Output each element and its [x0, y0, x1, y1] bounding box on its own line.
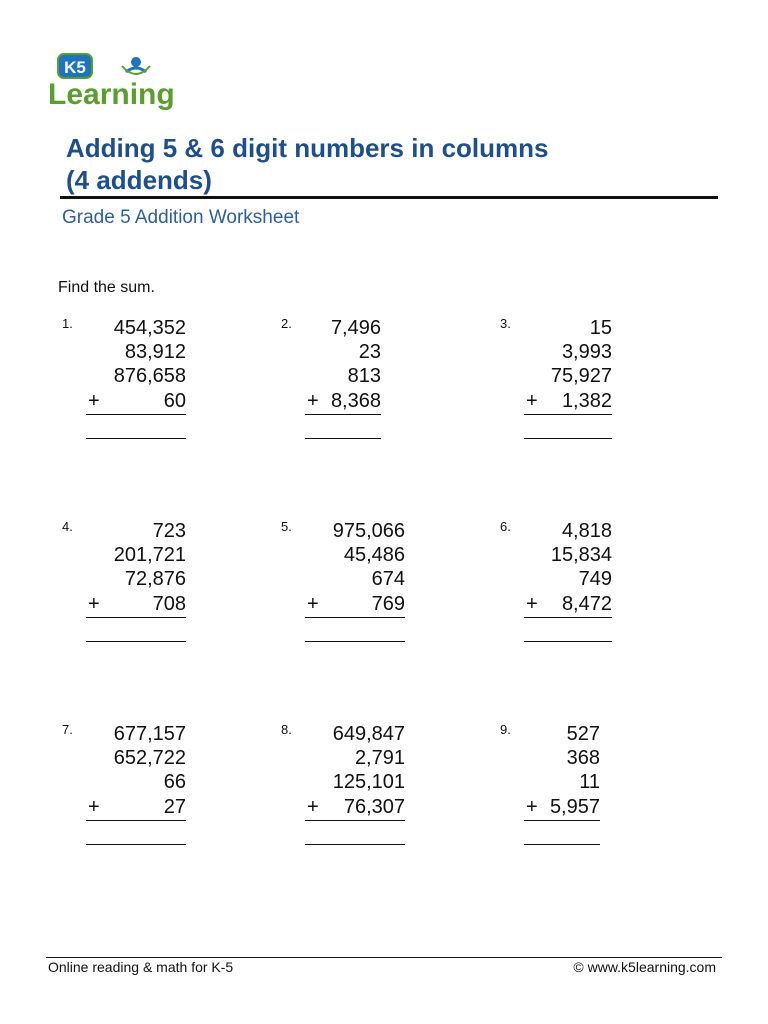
- addend-3: 813: [347, 365, 381, 387]
- answer-line: [524, 844, 600, 845]
- problem-number: 9.: [500, 722, 511, 737]
- problem-number: 8.: [281, 722, 292, 737]
- addend-3: 75,927: [550, 365, 612, 387]
- plus-sign: +: [526, 390, 538, 412]
- problem-7: [62, 722, 262, 852]
- problem-5: [281, 519, 481, 649]
- plus-sign: +: [307, 390, 319, 412]
- answer-line: [305, 844, 405, 845]
- answer-line: [86, 641, 186, 642]
- answer-line: [305, 641, 405, 642]
- sum-line: [524, 617, 612, 618]
- k5-learning-logo: [48, 52, 188, 114]
- addend-1: 677,157: [113, 723, 186, 745]
- problem-4: [62, 519, 262, 649]
- addend-3: 876,658: [113, 365, 186, 387]
- sum-line: [86, 617, 186, 618]
- sum-line: [305, 820, 405, 821]
- footer-website: © www.k5learning.com: [573, 959, 716, 975]
- problem-9: [500, 722, 700, 852]
- addend-3: 749: [578, 568, 612, 590]
- addend-4: 8,368: [330, 390, 381, 412]
- addend-3: 66: [163, 771, 186, 793]
- addend-1: 527: [566, 723, 600, 745]
- addend-3: 125,101: [332, 771, 405, 793]
- instruction-text: Find the sum.: [58, 279, 155, 296]
- addend-2: 23: [358, 341, 381, 363]
- logo-badge-text: K5: [64, 58, 86, 77]
- addend-1: 454,352: [113, 317, 186, 339]
- addend-1: 4,818: [561, 520, 612, 542]
- logo-wordmark: Learning: [48, 78, 175, 111]
- sum-line: [305, 414, 381, 415]
- page-title: [66, 132, 706, 196]
- addend-3: 11: [579, 771, 600, 793]
- title-divider: [60, 196, 718, 199]
- problem-3: [500, 316, 700, 446]
- problem-number: 7.: [62, 722, 73, 737]
- sum-line: [305, 617, 405, 618]
- problem-2: [281, 316, 481, 446]
- plus-sign: +: [88, 593, 100, 615]
- addend-2: 15,834: [550, 544, 612, 566]
- footer-tagline: Online reading & math for K-5: [48, 959, 234, 975]
- addend-4: 27: [163, 796, 186, 818]
- answer-line: [524, 641, 612, 642]
- addend-4: 1,382: [561, 390, 612, 412]
- sum-line: [524, 414, 612, 415]
- k5-learning-logo-icon: [48, 52, 188, 114]
- plus-sign: +: [88, 390, 100, 412]
- addend-2: 45,486: [343, 544, 405, 566]
- plus-sign: +: [526, 796, 538, 818]
- worksheet-subtitle: Grade 5 Addition Worksheet: [62, 207, 300, 228]
- addend-2: 83,912: [124, 341, 186, 363]
- addend-1: 723: [152, 520, 186, 542]
- answer-line: [305, 438, 381, 439]
- addend-4: 8,472: [561, 593, 612, 615]
- addend-4: 769: [371, 593, 405, 615]
- footer-divider: [46, 957, 722, 958]
- addend-3: 674: [371, 568, 405, 590]
- problem-number: 3.: [500, 316, 511, 331]
- problem-number: 2.: [281, 316, 292, 331]
- addend-1: 649,847: [332, 723, 405, 745]
- plus-sign: +: [526, 593, 538, 615]
- addend-2: 201,721: [113, 544, 186, 566]
- plus-sign: +: [307, 796, 319, 818]
- addend-2: 3,993: [561, 341, 612, 363]
- addend-4: 60: [163, 390, 186, 412]
- addend-4: 708: [152, 593, 186, 615]
- addend-2: 652,722: [113, 747, 186, 769]
- addend-2: 2,791: [354, 747, 405, 769]
- addend-3: 72,876: [124, 568, 186, 590]
- plus-sign: +: [307, 593, 319, 615]
- plus-sign: +: [88, 796, 100, 818]
- problem-number: 4.: [62, 519, 73, 534]
- answer-line: [86, 438, 186, 439]
- addend-4: 5,957: [549, 796, 600, 818]
- addend-1: 975,066: [332, 520, 405, 542]
- problem-number: 5.: [281, 519, 292, 534]
- sum-line: [86, 414, 186, 415]
- problem-6: [500, 519, 700, 649]
- addend-1: 7,496: [330, 317, 381, 339]
- answer-line: [524, 438, 612, 439]
- answer-line: [86, 844, 186, 845]
- sum-line: [524, 820, 600, 821]
- addend-1: 15: [589, 317, 612, 339]
- title-line-2: (4 addends): [66, 165, 212, 195]
- addend-2: 368: [566, 747, 600, 769]
- addend-4: 76,307: [343, 796, 405, 818]
- title-line-1: Adding 5 & 6 digit numbers in columns: [66, 133, 549, 163]
- problem-number: 6.: [500, 519, 511, 534]
- problem-number: 1.: [62, 316, 73, 331]
- sum-line: [86, 820, 186, 821]
